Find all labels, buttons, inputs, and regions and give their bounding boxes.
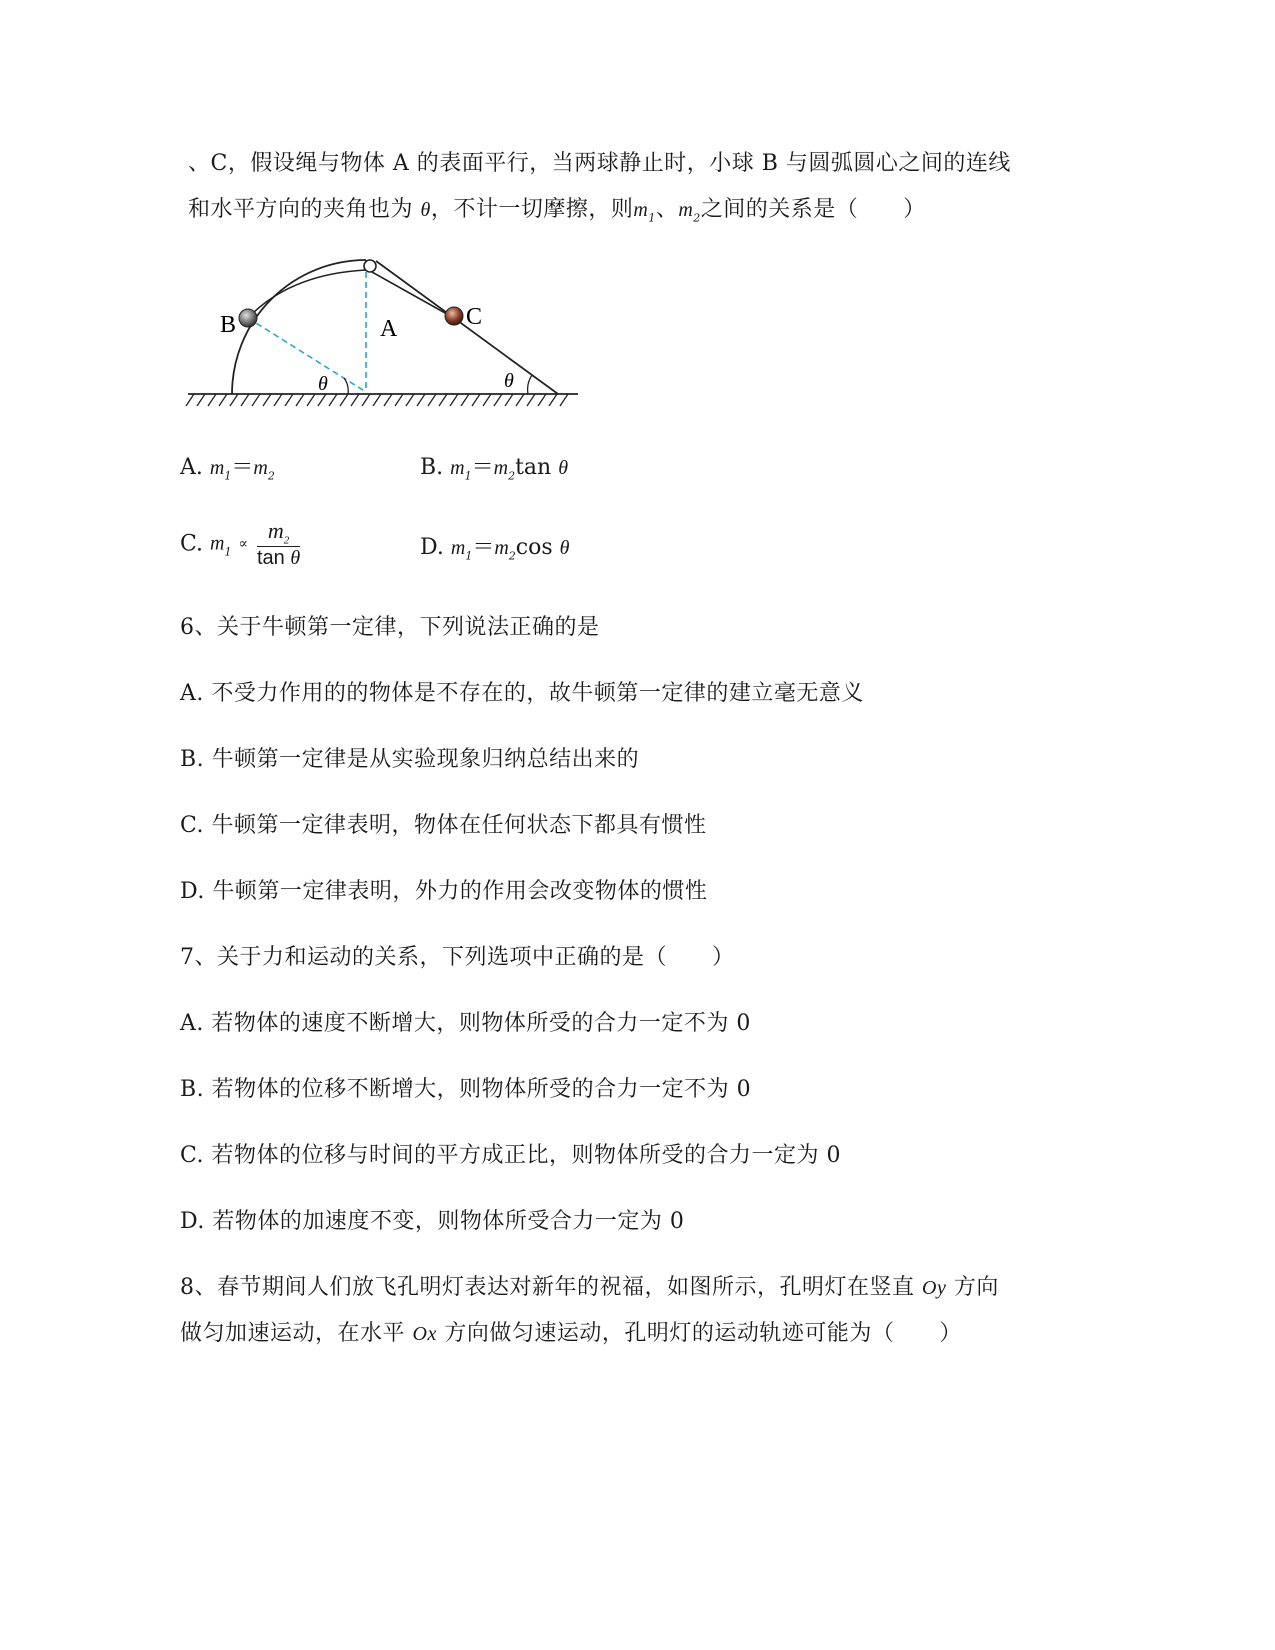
hatch-mark — [340, 394, 348, 406]
q7-option-c[interactable]: C. 若物体的位移与时间的平方成正比，则物体所受的合力一定为 0 — [180, 1143, 842, 1168]
hatch-mark — [439, 394, 447, 406]
q5-option-c[interactable] — [180, 518, 300, 570]
hatch-mark — [505, 394, 513, 406]
hatch-mark — [450, 394, 458, 406]
q8-oy: Oy — [922, 1277, 947, 1299]
hatch-mark — [560, 394, 568, 406]
q5-opt-d-theta: θ — [559, 537, 570, 559]
hatch-mark — [406, 394, 414, 406]
q5-opt-d-m1: m — [450, 537, 466, 559]
q8-text-a: 8、春节期间人们放飞孔明灯表达对新年的祝福，如图所示，孔明灯在竖直 — [180, 1275, 915, 1300]
q5-figure — [180, 248, 600, 418]
q5-opt-b-m2: m — [493, 457, 509, 479]
hatch-mark — [307, 394, 315, 406]
hatch-mark — [186, 394, 194, 406]
dashed-radius — [248, 318, 366, 392]
q6-option-b[interactable]: B. 牛顿第一定律是从实验现象归纳总结出来的 — [180, 747, 640, 772]
hatch-mark — [527, 394, 535, 406]
q5-opt-d-m2: m — [494, 537, 509, 559]
q5-stem-text-b: ，不计一切摩擦，则 — [430, 197, 634, 222]
q8-stem-line2 — [180, 1316, 962, 1347]
q5-opt-d-prefix: D. — [420, 535, 444, 560]
q5-opt-b-prefix: B. — [420, 455, 444, 480]
q5-stem-line2 — [188, 192, 926, 224]
hatch-mark — [395, 394, 403, 406]
q5-m2-sub: 2 — [693, 211, 701, 225]
q5-opt-b-eq: ＝ — [471, 455, 494, 480]
hatch-mark — [384, 394, 392, 406]
q5-opt-c-prefix: C. — [180, 531, 204, 557]
incline-inner — [372, 272, 454, 318]
label-b: B — [220, 312, 237, 338]
q5-opt-b-tan: tan — [515, 455, 552, 480]
hatch-mark — [285, 394, 293, 406]
hatch-mark — [263, 394, 271, 406]
q5-opt-c-num: $m_2$ — [257, 518, 300, 547]
q5-opt-a-m2-sub: 2 — [267, 469, 275, 483]
q5-m2: m — [678, 199, 694, 221]
hatch-mark — [197, 394, 205, 406]
q5-opt-b-theta: θ — [558, 457, 569, 479]
q5-opt-c-fraction — [257, 518, 300, 570]
hatch-mark — [362, 394, 370, 406]
q5-opt-d-m2-sub: 2 — [508, 549, 516, 563]
label-c: C — [466, 304, 483, 330]
label-theta-right: θ — [504, 370, 514, 392]
q5-stem-line1: 、C，假设绳与物体 A 的表面平行，当两球静止时，小球 B 与圆弧圆心之间的连线 — [188, 151, 1011, 176]
q5-opt-d-eq: ＝ — [472, 535, 495, 560]
q5-opt-c-den: tan θ — [256, 547, 301, 570]
q7-stem: 7、关于力和运动的关系，下列选项中正确的是（ ） — [180, 945, 735, 970]
ground-hatch — [186, 394, 568, 406]
q8-stem-line1 — [180, 1270, 999, 1301]
outer-arc — [232, 260, 366, 394]
q5-opt-a-m2: m — [253, 457, 268, 479]
hatch-mark — [296, 394, 304, 406]
q5-option-a[interactable] — [180, 450, 275, 482]
hatch-mark — [351, 394, 359, 406]
inner-arc — [248, 270, 366, 318]
hatch-mark — [274, 394, 282, 406]
hatch-mark — [483, 394, 491, 406]
hatch-mark — [230, 394, 238, 406]
q6-stem: 6、关于牛顿第一定律，下列说法正确的是 — [180, 615, 600, 640]
q7-option-a[interactable]: A. 若物体的速度不断增大，则物体所受的合力一定不为 0 — [180, 1011, 751, 1036]
hatch-mark — [252, 394, 260, 406]
q7-option-d[interactable]: D. 若物体的加速度不变，则物体所受合力一定为 0 — [180, 1209, 685, 1234]
q5-stem-text-c: 之间的关系是（ ） — [700, 197, 926, 222]
q5-sep: 、 — [655, 197, 679, 222]
q6-option-d[interactable]: D. 牛顿第一定律表明，外力的作用会改变物体的惯性 — [180, 879, 708, 904]
q5-opt-d-m1-sub: 1 — [465, 549, 473, 563]
hatch-mark — [208, 394, 216, 406]
hatch-mark — [318, 394, 326, 406]
hatch-mark — [329, 394, 337, 406]
q8-ox: Ox — [412, 1323, 437, 1345]
ball-c — [445, 307, 463, 325]
q5-opt-a-prefix: A. — [180, 455, 203, 480]
q5-opt-b-m2-sub: 2 — [508, 469, 516, 483]
ball-b — [239, 309, 257, 327]
q5-opt-c-m1-sub: 1 — [224, 545, 232, 559]
hatch-mark — [417, 394, 425, 406]
q5-m1-sub: 1 — [648, 211, 656, 225]
q5-opt-a-m1: m — [209, 457, 225, 479]
q5-stem-text-a: 和水平方向的夹角也为 — [188, 197, 414, 222]
pulley — [364, 260, 376, 272]
hatch-mark — [461, 394, 469, 406]
q8-text-b: 方向 — [953, 1275, 999, 1300]
q5-opt-a-m1-sub: 1 — [224, 469, 232, 483]
hatch-mark — [472, 394, 480, 406]
q5-opt-c-symbol: ∝ — [238, 536, 248, 553]
q8-text-c: 做匀加速运动，在水平 — [180, 1321, 406, 1346]
q5-m1: m — [633, 199, 649, 221]
q5-opt-c-m1: m — [210, 532, 225, 555]
hatch-mark — [428, 394, 436, 406]
hatch-mark — [538, 394, 546, 406]
q5-opt-d-cos: cos — [515, 535, 553, 560]
q5-option-d[interactable] — [420, 530, 569, 562]
hatch-mark — [549, 394, 557, 406]
q5-opt-b-m1-sub: 1 — [464, 469, 472, 483]
hatch-mark — [516, 394, 524, 406]
hatch-mark — [373, 394, 381, 406]
q5-theta: θ — [420, 199, 431, 221]
q7-option-b[interactable]: B. 若物体的位移不断增大，则物体所受的合力一定不为 0 — [180, 1077, 752, 1102]
label-a: A — [380, 316, 398, 342]
q6-option-a[interactable]: A. 不受力作用的的物体是不存在的，故牛顿第一定律的建立毫无意义 — [180, 681, 864, 706]
q5-opt-b-m1: m — [450, 457, 465, 479]
hatch-mark — [494, 394, 502, 406]
q5-option-b[interactable] — [420, 450, 568, 482]
q6-option-c[interactable]: C. 牛顿第一定律表明，物体在任何状态下都具有惯性 — [180, 813, 707, 838]
q5-opt-a-eq: ＝ — [231, 455, 254, 480]
angle-arc-right — [528, 375, 532, 394]
q8-text-d: 方向做匀速运动，孔明灯的运动轨迹可能为（ ） — [444, 1321, 962, 1346]
hatch-mark — [219, 394, 227, 406]
angle-arc-left — [344, 378, 348, 394]
hatch-mark — [241, 394, 249, 406]
label-theta-left: θ — [318, 373, 328, 395]
